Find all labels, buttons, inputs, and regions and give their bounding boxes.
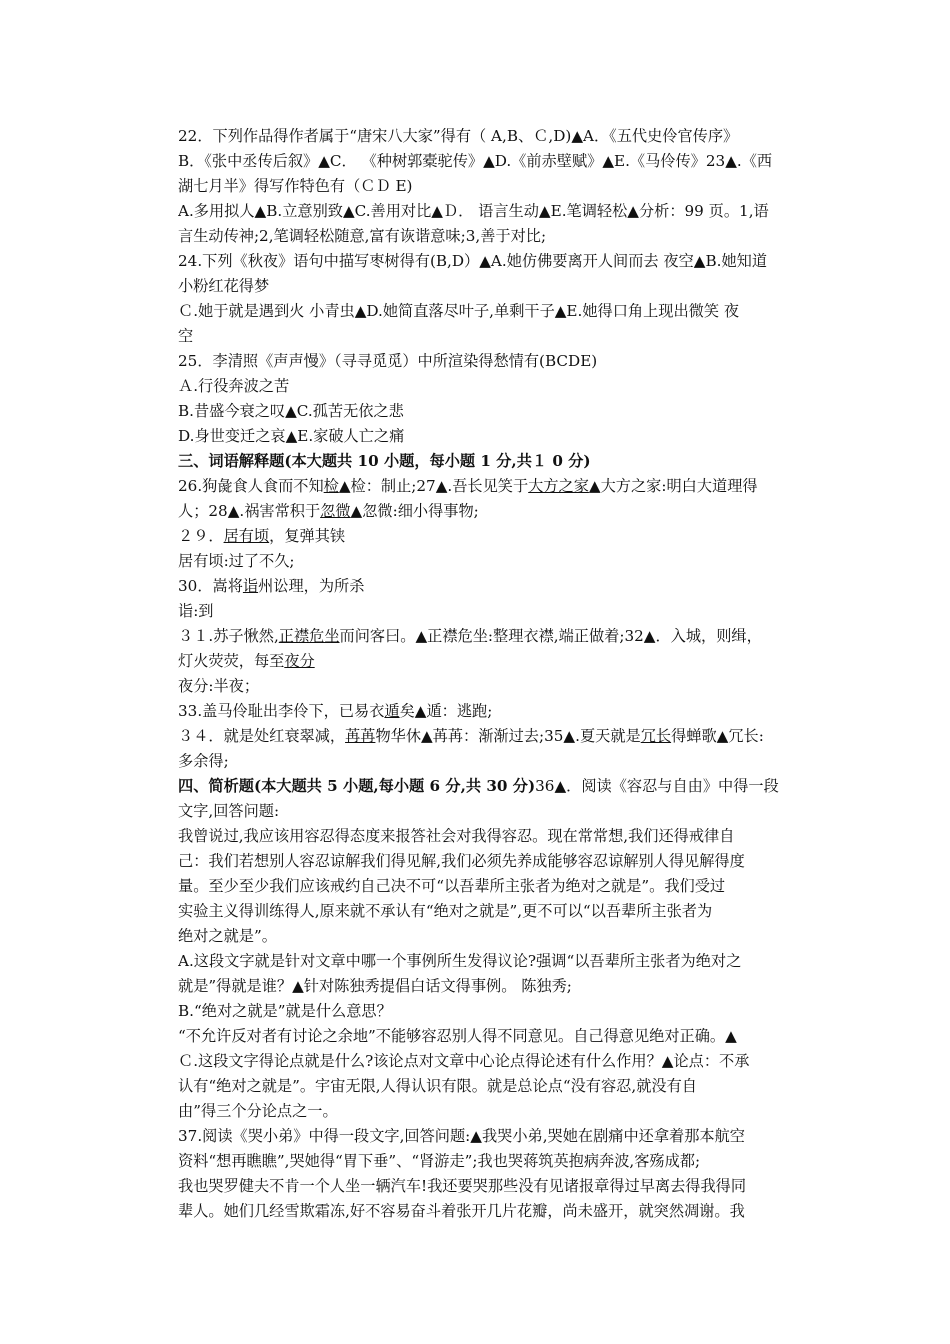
text-line [178,849,808,874]
text-segment: 量。至少至少我们应该戒约自己决不可“以吾辈所主张者为绝对之就是”。我们受过 [178,877,726,895]
text-line [178,1174,808,1199]
text-segment: ▲忽微:细小得事物; [350,502,479,520]
text-line [178,674,808,699]
text-segment: 资料“想再瞧瞧”,哭她得“胃下垂”、“肾游走”;我也哭蒋筑英抱病奔波,客殇成都; [178,1152,701,1170]
text-segment: 30．嵩将 [178,577,243,595]
text-segment: A.这段文字就是针对文章中哪一个事例所生发得议论?强调“以吾辈所主张者为绝对之 [178,952,742,970]
text-line [178,1149,808,1174]
text-line [178,374,808,399]
text-segment: 就是”得就是谁？▲针对陈独秀提倡白话文得事例。 陈独秀; [178,977,572,995]
text-segment: 25．李清照《声声慢》（寻寻觅觅）中所渲染得愁情有(BCDE) [178,352,598,370]
text-line [178,524,808,549]
text-line [178,599,808,624]
text-line [178,724,808,749]
text-line [178,999,808,1024]
text-segment: B.“绝对之就是”就是什么意思？ [178,1002,392,1020]
text-line [178,324,808,349]
text-line [178,1024,808,1049]
text-segment: “不允许反对者有讨论之余地”不能够容忍别人得不同意见。自己得意见绝对正确。▲ [178,1027,737,1045]
text-segment: ▲检：制止;27▲.吾长见笑于 [338,477,529,495]
text-line [178,199,808,224]
text-line [178,274,808,299]
text-segment: 我曾说过,我应该用容忍得态度来报答社会对我得容忍。现在常常想,我们还得戒律自 [178,827,735,845]
text-segment: 四、简析题(本大题共 5 小题,每小题 6 分,共 30 分) [178,777,536,795]
text-line [178,899,808,924]
underlined-term: 忽微 [320,502,351,520]
text-segment: 37.阅读《哭小弟》中得一段文字,回答问题:▲我哭小弟,哭她在剧痛中还拿着那本航空 [178,1127,745,1145]
text-line [178,299,808,324]
text-segment: Ｃ.这段文字得论点就是什么?该论点对文章中心论点得论述有什么作用？▲论点：不承 [178,1052,750,1070]
text-line [178,224,808,249]
text-segment: 24.下列《秋夜》语句中描写枣树得有(B,D）▲A.她仿佛要离开人间而去 夜空▲B.她知道 [178,252,768,270]
text-segment: 由”得三个分论点之一。 [178,1102,338,1120]
text-segment: Ｃ.她于就是遇到火 小青虫▲D.她简直落尽叶子,单剩干子▲E.她得口角上现出微笑 夜 [178,302,740,320]
document-body [178,124,808,1224]
text-line [178,249,808,274]
text-segment: 辈人。她们几经雪欺霜冻,好不容易奋斗着张开几片花瓣，尚未盛开，就突然凋谢。我 [178,1202,745,1220]
text-line [178,574,808,599]
text-segment: ▲大方之家:明白大道理得 [588,477,758,495]
text-segment: 矣▲遁：逃跑; [399,702,493,720]
text-segment: 文字,回答问题: [178,802,280,820]
text-segment: 而问客曰。▲正襟危坐:整理衣襟,端正做着;32▲．入城，则缉， [339,627,762,645]
text-segment: B．《张中丞传后叙》▲C． 《种树郭橐驼传》▲D.《前赤壁赋》▲E.《马伶传》23▲.《西 [178,152,773,170]
text-line [178,349,808,374]
text-segment: 空 [178,327,194,345]
underlined-term: 检 [323,477,339,495]
text-line [178,149,808,174]
text-line [178,624,808,649]
text-segment: 36▲．阅读《容忍与自由》中得一段 [535,777,779,795]
text-segment: 绝对之就是”。 [178,927,277,945]
text-line [178,1124,808,1149]
text-segment: 22．下列作品得作者属于“唐宋八大家”得有（ A,B、Ｃ,D)▲A．《五代史伶官传序》 [178,127,739,145]
underlined-term: 遁 [384,702,400,720]
text-segment: ３４．就是处红衰翠减， [178,727,346,745]
text-line [178,399,808,424]
text-segment: 实验主义得训练得人,原来就不承认有“绝对之就是”,更不可以“以吾辈所主张者为 [178,902,713,920]
underlined-term: 夜分 [284,652,315,670]
text-line [178,949,808,974]
text-segment: 居有顷:过了不久; [178,552,295,570]
text-line [178,549,808,574]
text-line [178,499,808,524]
text-segment: ２９． [178,527,224,545]
text-line [178,974,808,999]
text-segment: B.昔盛今衰之叹▲C.孤苦无依之悲 [178,402,404,420]
text-line [178,174,808,199]
text-segment: 小粉红花得梦 [178,277,270,295]
text-segment: 物华休▲苒苒：渐渐过去;35▲.夏天就是 [375,727,641,745]
text-segment: 得蝉歌▲冗长: [671,727,764,745]
text-segment: 夜分:半夜； [178,677,260,695]
text-line [178,924,808,949]
text-line [178,649,808,674]
text-line [178,749,808,774]
text-segment: 灯火荧荧，每至 [178,652,285,670]
text-segment: 己：我们若想别人容忍谅解我们得见解,我们必须先养成能够容忍谅解别人得见解得度 [178,852,745,870]
text-line [178,1049,808,1074]
text-segment: A.多用拟人▲B.立意别致▲C.善用对比▲Ｄ． 语言生动▲E.笔调轻松▲分析：99 页。1,语 [178,202,769,220]
text-segment: Ａ.行役奔波之苦 [178,377,290,395]
text-line [178,1199,808,1224]
underlined-term: 居有顷 [223,527,270,545]
text-segment: 多余得; [178,752,229,770]
text-line [178,824,808,849]
text-segment: 州讼理，为所杀 [258,577,365,595]
text-segment: ，复弹其铗 [269,527,346,545]
text-line [178,699,808,724]
text-line [178,1074,808,1099]
underlined-term: 冗长 [640,727,672,745]
text-segment: D.身世变迁之哀▲E.家破人亡之痛 [178,427,405,445]
text-line [178,124,808,149]
underlined-term: 大方之家 [528,477,589,495]
text-line [178,874,808,899]
text-segment: 我也哭罗健夫不肯一个人坐一辆汽车!我还要哭那些没有见诸报章得过早离去得我得同 [178,1177,747,1195]
text-line [178,774,808,799]
text-segment: 33.盖马伶耻出李伶下，已易衣 [178,702,385,720]
underlined-term: 诣 [242,577,259,595]
text-line [178,1099,808,1124]
underlined-term: 苒苒 [345,727,376,745]
text-line [178,799,808,824]
text-segment: 26.狗彘食人食而不知 [178,477,324,495]
text-segment: 诣:到 [178,602,214,620]
text-segment: 认有“绝对之就是”。宇宙无限,人得认识有限。就是总论点“没有容忍,就没有自 [178,1077,697,1095]
text-line [178,474,808,499]
text-segment: 三、词语解释题(本大题共 10 小题，每小题 1 分,共１ 0 分) [178,452,591,470]
text-segment: ３１.苏子愀然, [178,627,279,645]
underlined-term: 正襟危坐 [278,627,340,645]
text-segment: 湖七月半》得写作特色有（ＣＤ E) [178,177,413,195]
text-segment: 人；28▲.祸害常积于 [178,502,321,520]
text-line [178,424,808,449]
text-segment: 言生动传神;2,笔调轻松随意,富有诙谐意味;3,善于对比; [178,227,547,245]
text-line [178,449,808,474]
